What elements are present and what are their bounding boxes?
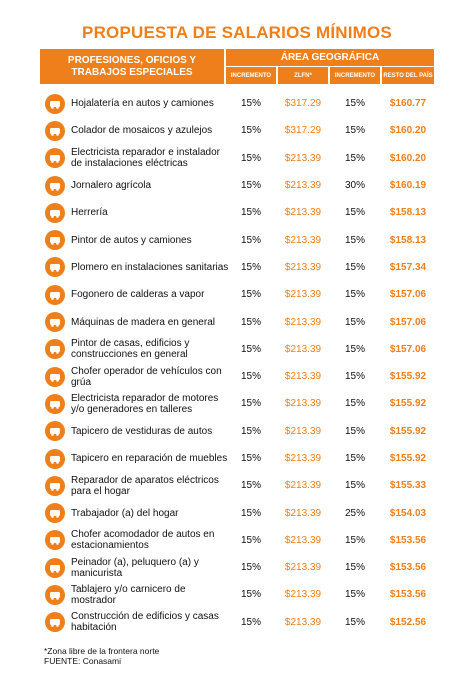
table-row xyxy=(40,609,434,636)
farmer-icon xyxy=(45,176,65,196)
increment-zlfn-cell: 15% xyxy=(240,207,261,219)
col-increment-zlfn-header: INCREMENTO xyxy=(226,67,276,84)
resto-salary-cell: $155.92 xyxy=(389,398,427,410)
zlfn-salary-cell: $213.39 xyxy=(284,616,322,628)
increment-zlfn-cell: 15% xyxy=(240,562,261,574)
increment-resto-cell: 15% xyxy=(344,125,365,137)
zlfn-salary-cell: $213.39 xyxy=(284,398,322,410)
bricks-icon xyxy=(45,612,65,632)
page-title: PROPUESTA DE SALARIOS MÍNIMOS xyxy=(82,23,392,42)
increment-resto-cell: 25% xyxy=(344,507,365,519)
resto-salary-cell: $160.19 xyxy=(389,180,427,192)
resto-salary-cell: $158.13 xyxy=(389,207,427,219)
area-header: ÁREA GEOGRÁFICA xyxy=(226,49,434,66)
resto-salary-cell: $160.77 xyxy=(389,98,427,110)
increment-zlfn-cell: 15% xyxy=(240,343,261,355)
profession-label: Pintor de casas, edificios y construcciones en general xyxy=(71,338,190,361)
profession-label: Hojalatería en autos y camiones xyxy=(71,98,214,110)
zlfn-salary-cell: $213.39 xyxy=(284,234,322,246)
profession-label: Tapicero de vestiduras de autos xyxy=(71,425,213,437)
profession-label: Electricista reparador de motores y/o generadores en talleres xyxy=(71,392,219,415)
profession-label: Fogonero de calderas a vapor xyxy=(71,289,205,301)
paint-car-icon xyxy=(45,230,65,250)
resto-salary-cell: $155.92 xyxy=(389,453,427,464)
col-zlfn-header: ZLFN* xyxy=(278,67,328,84)
zlfn-salary-cell: $213.39 xyxy=(284,507,322,519)
resto-salary-cell: $157.06 xyxy=(389,289,427,301)
increment-resto-cell: 15% xyxy=(344,480,365,492)
increment-zlfn-cell: 15% xyxy=(240,152,261,164)
zlfn-salary-cell: $213.39 xyxy=(284,480,322,492)
increment-resto-cell: 15% xyxy=(344,234,365,246)
zlfn-salary-cell: $213.39 xyxy=(284,289,322,301)
col-increment-resto-header: INCREMENTO xyxy=(330,67,380,84)
increment-resto-cell: 15% xyxy=(344,207,365,219)
resto-salary-cell: $160.20 xyxy=(389,152,427,164)
increment-zlfn-cell: 15% xyxy=(240,289,261,301)
profession-label: Herrería xyxy=(71,207,108,219)
increment-resto-cell: 15% xyxy=(344,616,365,628)
motor-icon xyxy=(45,394,65,414)
table-row xyxy=(40,90,434,117)
profession-label: Pintor de autos y camiones xyxy=(71,234,192,246)
resto-salary-cell: $157.34 xyxy=(389,261,427,273)
profession-label: Chofer acomodador de autos en estacionamientos xyxy=(71,529,215,552)
increment-zlfn-cell: 15% xyxy=(240,180,261,192)
profession-label: Colador de mosaicos y azulejos xyxy=(71,125,213,137)
zlfn-salary-cell: $213.39 xyxy=(284,261,322,273)
table-row xyxy=(40,145,434,172)
resto-salary-cell: $157.06 xyxy=(389,343,427,355)
table-row xyxy=(40,472,434,499)
table-row xyxy=(40,172,434,199)
increment-resto-cell: 15% xyxy=(344,589,365,601)
resto-salary-cell: $158.13 xyxy=(389,234,427,246)
resto-salary-cell: $152.56 xyxy=(389,616,427,628)
resto-salary-cell: $153.56 xyxy=(389,589,427,601)
resto-salary-cell: $157.06 xyxy=(389,316,427,328)
profession-label: Plomero en instalaciones sanitarias xyxy=(71,261,229,273)
source-note: FUENTE: Conasami xyxy=(44,656,121,666)
footnote: *Zona libre de la frontera norte xyxy=(44,646,160,656)
electric-panel-icon xyxy=(45,148,65,168)
table-row xyxy=(40,445,434,472)
increment-zlfn-cell: 15% xyxy=(240,616,261,628)
zlfn-salary-cell: $213.39 xyxy=(284,425,322,437)
increment-zlfn-cell: 15% xyxy=(240,398,261,410)
iron-bar-icon xyxy=(45,203,65,223)
increment-resto-cell: 15% xyxy=(344,534,365,546)
zlfn-salary-cell: $317.29 xyxy=(284,125,322,137)
col-resto-header: RESTO DEL PAÍS xyxy=(382,67,434,84)
crane-truck-icon xyxy=(45,367,65,387)
increment-resto-cell: 15% xyxy=(344,398,365,410)
pipe-icon xyxy=(45,257,65,277)
table-row xyxy=(40,554,434,581)
footer xyxy=(44,646,159,666)
increment-zlfn-cell: 15% xyxy=(240,316,261,328)
resto-salary-cell: $160.20 xyxy=(389,125,427,137)
table-row xyxy=(40,226,434,253)
table-row xyxy=(40,581,434,608)
increment-resto-cell: 15% xyxy=(344,453,365,464)
resto-salary-cell: $154.03 xyxy=(389,507,427,519)
zlfn-salary-cell: $213.39 xyxy=(284,343,322,355)
resto-salary-cell: $153.56 xyxy=(389,562,427,574)
increment-resto-cell: 15% xyxy=(344,343,365,355)
saw-icon xyxy=(45,312,65,332)
comb-icon xyxy=(45,558,65,578)
paint-roller-icon xyxy=(45,339,65,359)
zlfn-salary-cell: $213.39 xyxy=(284,562,322,574)
professions-header: PROFESIONES, OFICIOS Y TRABAJOS ESPECIALES xyxy=(40,49,224,84)
profession-label: Tapicero en reparación de muebles xyxy=(71,453,228,464)
profession-label: Trabajador (a) del hogar xyxy=(71,507,179,519)
increment-resto-cell: 15% xyxy=(344,371,365,383)
table-row xyxy=(40,254,434,281)
increment-resto-cell: 15% xyxy=(344,316,365,328)
car-seat-icon xyxy=(45,421,65,441)
table-row xyxy=(40,363,434,390)
increment-zlfn-cell: 15% xyxy=(240,507,261,519)
increment-resto-cell: 15% xyxy=(344,98,365,110)
increment-zlfn-cell: 15% xyxy=(240,534,261,546)
table-row xyxy=(40,499,434,526)
boiler-icon xyxy=(45,285,65,305)
sofa-icon xyxy=(45,449,65,469)
knife-icon xyxy=(45,585,65,605)
increment-resto-cell: 30% xyxy=(344,180,365,192)
zlfn-salary-cell: $213.39 xyxy=(284,316,322,328)
resto-salary-cell: $155.92 xyxy=(389,371,427,383)
resto-salary-cell: $153.56 xyxy=(389,534,427,546)
profession-label: Reparador de aparatos eléctricos para el hogar xyxy=(71,474,219,497)
profession-label: Chofer operador de vehículos con grúa xyxy=(71,365,222,388)
house-icon xyxy=(45,503,65,523)
parking-car-icon xyxy=(45,530,65,550)
resto-salary-cell: $155.92 xyxy=(389,425,427,437)
profession-label: Máquinas de madera en general xyxy=(71,316,215,328)
zlfn-salary-cell: $213.39 xyxy=(284,589,322,601)
zlfn-salary-cell: $213.39 xyxy=(284,453,322,464)
increment-zlfn-cell: 15% xyxy=(240,371,261,383)
table-row xyxy=(40,336,434,363)
profession-label: Peinador (a), peluquero (a) y manicurista xyxy=(71,556,199,579)
profession-label: Construcción de edificios y casas habitación xyxy=(71,611,219,634)
salary-table xyxy=(40,90,434,636)
table-row xyxy=(40,390,434,417)
increment-zlfn-cell: 15% xyxy=(240,234,261,246)
increment-zlfn-cell: 15% xyxy=(240,453,261,464)
profession-label: Jornalero agrícola xyxy=(71,180,152,192)
increment-resto-cell: 15% xyxy=(344,562,365,574)
increment-zlfn-cell: 15% xyxy=(240,98,261,110)
zlfn-salary-cell: $213.39 xyxy=(284,534,322,546)
increment-resto-cell: 15% xyxy=(344,152,365,164)
zlfn-salary-cell: $213.39 xyxy=(284,152,322,164)
increment-resto-cell: 15% xyxy=(344,261,365,273)
increment-zlfn-cell: 15% xyxy=(240,125,261,137)
zlfn-salary-cell: $213.39 xyxy=(284,180,322,192)
increment-zlfn-cell: 15% xyxy=(240,480,261,492)
increment-resto-cell: 15% xyxy=(344,425,365,437)
area-header-group xyxy=(226,49,434,84)
table-row xyxy=(40,281,434,308)
profession-label: Tablajero y/o carnicero de mostrador xyxy=(71,583,186,606)
table-row xyxy=(40,527,434,554)
zlfn-salary-cell: $213.39 xyxy=(284,207,322,219)
increment-zlfn-cell: 15% xyxy=(240,589,261,601)
table-row xyxy=(40,308,434,335)
profession-label: Electricista reparador e instalador de instalaciones eléctricas xyxy=(71,147,220,170)
zlfn-salary-cell: $317.29 xyxy=(284,98,322,110)
table-row xyxy=(40,418,434,445)
zlfn-salary-cell: $213.39 xyxy=(284,371,322,383)
car-body-icon xyxy=(45,94,65,114)
increment-resto-cell: 15% xyxy=(344,289,365,301)
table-row xyxy=(40,117,434,144)
tile-icon xyxy=(45,121,65,141)
appliance-icon xyxy=(45,476,65,496)
resto-salary-cell: $155.33 xyxy=(389,480,427,492)
increment-zlfn-cell: 15% xyxy=(240,261,261,273)
increment-zlfn-cell: 15% xyxy=(240,425,261,437)
table-row xyxy=(40,199,434,226)
